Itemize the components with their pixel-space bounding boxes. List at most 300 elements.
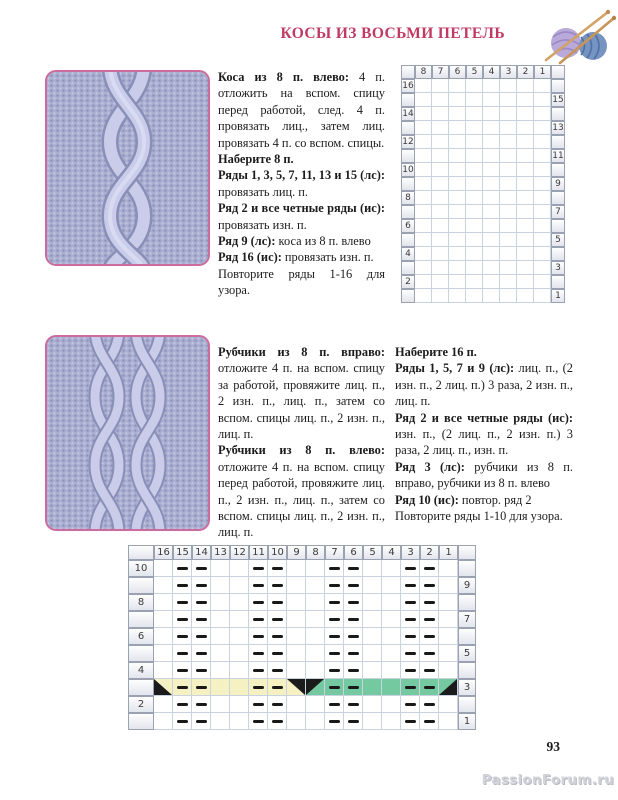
chart-cell bbox=[173, 696, 192, 713]
chart-cell bbox=[420, 560, 439, 577]
chart-cell bbox=[466, 149, 483, 163]
chart-cell bbox=[483, 121, 500, 135]
chart-cell bbox=[420, 611, 439, 628]
chart-cell bbox=[401, 713, 420, 730]
chart-cell bbox=[325, 560, 344, 577]
chart-cell bbox=[382, 577, 401, 594]
chart-cell bbox=[173, 611, 192, 628]
purl-dash-symbol bbox=[177, 635, 188, 638]
run-in-heading: Наберите 16 п. bbox=[395, 345, 477, 359]
instruction-paragraph bbox=[395, 360, 573, 409]
chart-row-col-label: 3 bbox=[500, 65, 517, 79]
purl-dash-symbol bbox=[405, 567, 416, 570]
chart-cell bbox=[534, 163, 551, 177]
chart-cell bbox=[534, 93, 551, 107]
chart-cell bbox=[249, 628, 268, 645]
chart-cell bbox=[306, 713, 325, 730]
chart-cell bbox=[439, 560, 458, 577]
chart-cell bbox=[154, 713, 173, 730]
chart-row-col-label: 3 bbox=[458, 679, 476, 696]
purl-dash-symbol bbox=[348, 652, 359, 655]
purl-dash-symbol bbox=[177, 652, 188, 655]
chart-cell bbox=[211, 713, 230, 730]
chart-cell bbox=[287, 594, 306, 611]
chart-row-col-label: 11 bbox=[249, 545, 268, 560]
chart-row-col-label: 2 bbox=[517, 65, 534, 79]
instruction-paragraph bbox=[218, 167, 385, 200]
purl-dash-symbol bbox=[405, 584, 416, 587]
chart-cell bbox=[306, 594, 325, 611]
chart-cell bbox=[249, 577, 268, 594]
purl-dash-symbol bbox=[424, 567, 435, 570]
run-in-heading: Ряды 1, 5, 7 и 9 (лс): bbox=[395, 361, 515, 376]
chart-cell bbox=[287, 645, 306, 662]
chart-cell bbox=[432, 233, 449, 247]
page-title: КОСЫ ИЗ ВОСЬМИ ПЕТЕЛЬ bbox=[280, 25, 505, 42]
instruction-text: провязать лиц. п. bbox=[218, 184, 309, 199]
chart-cell bbox=[500, 79, 517, 93]
chart-cell bbox=[449, 191, 466, 205]
chart-cell bbox=[401, 560, 420, 577]
instructions-rib-cable-defs bbox=[218, 344, 385, 541]
chart-cell bbox=[344, 696, 363, 713]
chart-cell bbox=[230, 577, 249, 594]
chart-cell bbox=[287, 560, 306, 577]
chart-cell bbox=[344, 713, 363, 730]
chart-cell bbox=[420, 577, 439, 594]
chart-cell bbox=[268, 696, 287, 713]
chart-cell bbox=[466, 289, 483, 303]
purl-dash-symbol bbox=[253, 703, 264, 706]
chart-cell bbox=[449, 79, 466, 93]
photo-cable-swatch-middle bbox=[45, 335, 210, 531]
chart-cell bbox=[268, 713, 287, 730]
instruction-paragraph bbox=[218, 151, 385, 167]
purl-dash-symbol bbox=[272, 567, 283, 570]
instruction-text: коса из 8 п. влево bbox=[275, 234, 371, 249]
purl-dash-symbol bbox=[405, 686, 416, 689]
chart-cell bbox=[230, 679, 249, 696]
chart-cell bbox=[483, 289, 500, 303]
chart-label-box bbox=[458, 594, 476, 611]
chart-cell bbox=[500, 219, 517, 233]
chart-row-col-label: 6 bbox=[401, 219, 415, 233]
chart-cell bbox=[192, 628, 211, 645]
purl-dash-symbol bbox=[424, 652, 435, 655]
purl-dash-symbol bbox=[253, 618, 264, 621]
purl-dash-symbol bbox=[196, 669, 207, 672]
chart-row-col-label: 2 bbox=[420, 545, 439, 560]
chart-cell bbox=[432, 275, 449, 289]
purl-dash-symbol bbox=[272, 703, 283, 706]
chart-row-col-label: 6 bbox=[449, 65, 466, 79]
chart-label-box bbox=[551, 65, 565, 79]
chart-cell bbox=[449, 261, 466, 275]
chart-cell bbox=[517, 275, 534, 289]
run-in-heading: Рубчики из 8 п. вправо: bbox=[218, 345, 385, 359]
purl-dash-symbol bbox=[196, 567, 207, 570]
purl-dash-symbol bbox=[424, 669, 435, 672]
chart-label-box bbox=[458, 545, 476, 560]
chart-cell bbox=[325, 594, 344, 611]
purl-dash-symbol bbox=[272, 584, 283, 587]
purl-dash-symbol bbox=[329, 686, 340, 689]
chart-cell bbox=[154, 679, 173, 696]
chart-cell bbox=[192, 645, 211, 662]
chart-cell bbox=[306, 628, 325, 645]
chart-cell bbox=[449, 93, 466, 107]
chart-cell bbox=[363, 577, 382, 594]
instruction-paragraph bbox=[395, 508, 573, 524]
instruction-text: лиц. п., (2 изн. п., 2 лиц. п.) 3 раза, 2 изн. п., лиц. п. bbox=[395, 361, 573, 409]
purl-dash-symbol bbox=[329, 584, 340, 587]
chart-row-col-label: 8 bbox=[415, 65, 432, 79]
chart-cell bbox=[449, 149, 466, 163]
chart-cell bbox=[483, 233, 500, 247]
chart-cell bbox=[432, 121, 449, 135]
chart-row-col-label: 15 bbox=[552, 95, 564, 105]
chart-row-col-label: 1 bbox=[534, 65, 551, 79]
chart-cell bbox=[363, 611, 382, 628]
chart-cell bbox=[211, 662, 230, 679]
chart-row-col-label: 7 bbox=[432, 65, 449, 79]
chart-label-box bbox=[458, 628, 476, 645]
purl-dash-symbol bbox=[424, 584, 435, 587]
instruction-paragraph bbox=[218, 344, 385, 442]
chart-row-col-label: 5 bbox=[551, 233, 565, 247]
chart-cell bbox=[344, 645, 363, 662]
chart-cell bbox=[268, 611, 287, 628]
chart-row-col-label: 1 bbox=[551, 289, 565, 303]
chart-cell bbox=[420, 696, 439, 713]
purl-dash-symbol bbox=[329, 635, 340, 638]
chart-cell bbox=[449, 247, 466, 261]
purl-dash-symbol bbox=[177, 703, 188, 706]
chart-cell bbox=[363, 628, 382, 645]
chart-cell bbox=[534, 121, 551, 135]
chart-cell bbox=[344, 560, 363, 577]
chart-cell bbox=[382, 645, 401, 662]
chart-label-box bbox=[551, 79, 565, 93]
chart-cell bbox=[211, 560, 230, 577]
chart-cell bbox=[483, 79, 500, 93]
chart-cell bbox=[154, 628, 173, 645]
chart-cell bbox=[534, 289, 551, 303]
purl-dash-symbol bbox=[253, 652, 264, 655]
chart-cell bbox=[415, 135, 432, 149]
purl-dash-symbol bbox=[196, 618, 207, 621]
chart-cell bbox=[192, 696, 211, 713]
run-in-heading: Рубчики из 8 п. влево: bbox=[218, 443, 385, 458]
instruction-paragraph bbox=[218, 200, 385, 233]
chart-cell bbox=[363, 713, 382, 730]
chart-cell bbox=[500, 261, 517, 275]
chart-cell bbox=[466, 191, 483, 205]
chart-cell bbox=[500, 275, 517, 289]
chart-cell bbox=[534, 247, 551, 261]
chart-cell bbox=[249, 662, 268, 679]
chart-row-col-label: 4 bbox=[483, 65, 500, 79]
chart-cell bbox=[249, 611, 268, 628]
purl-dash-symbol bbox=[253, 567, 264, 570]
chart-cell bbox=[439, 645, 458, 662]
chart-cell bbox=[154, 611, 173, 628]
chart-cell bbox=[432, 205, 449, 219]
chart-cell bbox=[439, 696, 458, 713]
cable-triangle-symbol bbox=[306, 679, 324, 695]
cable-triangle-symbol bbox=[154, 679, 172, 695]
chart-cell bbox=[500, 233, 517, 247]
chart-cell bbox=[534, 135, 551, 149]
chart-cell bbox=[154, 662, 173, 679]
purl-dash-symbol bbox=[177, 618, 188, 621]
purl-dash-symbol bbox=[329, 720, 340, 723]
chart-row-col-label: 11 bbox=[552, 151, 564, 161]
chart-cell bbox=[325, 696, 344, 713]
chart-row-col-label: 10 bbox=[268, 545, 287, 560]
chart-cell bbox=[534, 107, 551, 121]
purl-dash-symbol bbox=[405, 635, 416, 638]
purl-dash-symbol bbox=[253, 584, 264, 587]
instruction-text: отложите 4 п. на вспом. спицу за работой, провяжите лиц. п., 2 изн. п., лиц. п., затем со вспом. спицы лиц. п., 2 изн. п., лиц. п. bbox=[218, 361, 385, 442]
chart-row-col-label: 14 bbox=[192, 545, 211, 560]
chart-cell bbox=[154, 577, 173, 594]
purl-dash-symbol bbox=[177, 686, 188, 689]
chart-label-box bbox=[458, 560, 476, 577]
chart-cell bbox=[382, 713, 401, 730]
chart-cell bbox=[287, 662, 306, 679]
chart-cell bbox=[192, 577, 211, 594]
purl-dash-symbol bbox=[405, 652, 416, 655]
chart-cell bbox=[268, 577, 287, 594]
chart-label-box bbox=[128, 713, 154, 730]
chart-cell bbox=[325, 611, 344, 628]
chart-cell bbox=[306, 662, 325, 679]
chart-cell bbox=[432, 93, 449, 107]
chart-cell bbox=[534, 275, 551, 289]
instruction-paragraph bbox=[218, 69, 385, 151]
chart-label-box bbox=[401, 121, 415, 135]
page-number: 93 bbox=[546, 739, 560, 754]
run-in-heading: Ряд 2 и все четные ряды (ис): bbox=[395, 410, 573, 425]
chart-cell bbox=[325, 713, 344, 730]
purl-dash-symbol bbox=[272, 618, 283, 621]
purl-dash-symbol bbox=[329, 669, 340, 672]
chart-cell bbox=[415, 275, 432, 289]
chart-cell bbox=[173, 645, 192, 662]
chart-cell bbox=[420, 645, 439, 662]
run-in-heading: Ряды 1, 3, 5, 7, 11, 13 и 15 (лс): bbox=[218, 168, 385, 183]
chart-label-box bbox=[128, 611, 154, 628]
chart-row-col-label: 9 bbox=[458, 577, 476, 594]
chart-row-col-label: 10 bbox=[402, 165, 414, 175]
chart-cell bbox=[268, 594, 287, 611]
purl-dash-symbol bbox=[424, 601, 435, 604]
chart-cell bbox=[211, 696, 230, 713]
chart-cell bbox=[415, 205, 432, 219]
run-in-heading: Ряд 9 (лс): bbox=[218, 234, 276, 249]
chart-cell bbox=[439, 594, 458, 611]
chart-cell bbox=[230, 713, 249, 730]
chart-cell bbox=[449, 121, 466, 135]
chart-label-box bbox=[551, 275, 565, 289]
chart-cell bbox=[382, 560, 401, 577]
purl-dash-symbol bbox=[272, 652, 283, 655]
chart-label-box bbox=[401, 261, 415, 275]
purl-dash-symbol bbox=[424, 686, 435, 689]
purl-dash-symbol bbox=[272, 686, 283, 689]
chart-cell bbox=[449, 107, 466, 121]
instruction-text: Повторите ряды 1-10 для узора. bbox=[395, 509, 563, 524]
purl-dash-symbol bbox=[424, 720, 435, 723]
chart-cell bbox=[363, 696, 382, 713]
yarn-balls-and-needles-icon bbox=[536, 6, 616, 66]
chart-cell bbox=[382, 628, 401, 645]
chart-label-box bbox=[551, 247, 565, 261]
chart-cell bbox=[483, 177, 500, 191]
chart-cell bbox=[517, 219, 534, 233]
purl-dash-symbol bbox=[348, 635, 359, 638]
chart-cell bbox=[483, 149, 500, 163]
chart-cell bbox=[432, 261, 449, 275]
instructions-cable-8 bbox=[218, 69, 385, 299]
chart-cell bbox=[401, 594, 420, 611]
purl-dash-symbol bbox=[405, 720, 416, 723]
instruction-paragraph bbox=[218, 249, 385, 265]
purl-dash-symbol bbox=[253, 686, 264, 689]
chart-cell bbox=[483, 275, 500, 289]
run-in-heading: Ряд 2 и все четные ряды (ис): bbox=[218, 201, 385, 216]
chart-row-col-label: 13 bbox=[552, 123, 564, 133]
purl-dash-symbol bbox=[405, 669, 416, 672]
chart-row-col-label: 4 bbox=[401, 247, 415, 261]
chart-row-col-label: 6 bbox=[344, 545, 363, 560]
chart-label-box bbox=[401, 93, 415, 107]
chart-cell bbox=[306, 577, 325, 594]
purl-dash-symbol bbox=[196, 584, 207, 587]
chart-cell bbox=[401, 577, 420, 594]
chart-cell bbox=[432, 149, 449, 163]
chart-label-box bbox=[401, 65, 415, 79]
chart-row-col-label: 9 bbox=[551, 177, 565, 191]
chart-cell bbox=[439, 577, 458, 594]
chart-cell bbox=[230, 560, 249, 577]
chart-cell bbox=[500, 135, 517, 149]
instruction-paragraph bbox=[218, 442, 385, 540]
chart-cell bbox=[192, 560, 211, 577]
chart-cell bbox=[500, 149, 517, 163]
chart-row-col-label: 7 bbox=[551, 205, 565, 219]
chart-cell bbox=[449, 219, 466, 233]
chart-cell bbox=[483, 219, 500, 233]
instruction-text: Повторите ряды 1-16 для узора. bbox=[218, 266, 385, 298]
instruction-text: изн. п., (2 лиц. п., 2 изн. п.) 3 раза, 2 лиц. п., изн. п. bbox=[395, 427, 573, 458]
chart-cell bbox=[173, 662, 192, 679]
chart-cell bbox=[287, 679, 306, 696]
chart-cell bbox=[415, 261, 432, 275]
chart-row-col-label: 5 bbox=[466, 65, 483, 79]
chart-cell bbox=[517, 177, 534, 191]
chart-cell bbox=[211, 577, 230, 594]
chart-cell bbox=[287, 577, 306, 594]
chart-cell bbox=[432, 107, 449, 121]
chart-cell bbox=[192, 662, 211, 679]
chart-row-col-label: 12 bbox=[230, 545, 249, 560]
chart-cell bbox=[363, 645, 382, 662]
purl-dash-symbol bbox=[348, 686, 359, 689]
instruction-text: отложите 4 п. на вспом. спицу перед работой, провяжите лиц. п., 2 изн. п., лиц. п., затем со вспом. спицы лиц. п., 2 изн. п., лиц. п. bbox=[218, 459, 385, 540]
chart-cell bbox=[230, 611, 249, 628]
chart-row-col-label: 16 bbox=[154, 545, 173, 560]
instruction-text: повтор. ряд 2 bbox=[458, 492, 532, 507]
chart-cell bbox=[466, 205, 483, 219]
chart-cell bbox=[466, 233, 483, 247]
chart-cell bbox=[500, 289, 517, 303]
chart-cell bbox=[287, 628, 306, 645]
chart-cell bbox=[534, 261, 551, 275]
chart-cell bbox=[466, 93, 483, 107]
chart-row-col-label: 8 bbox=[128, 594, 154, 611]
chart-row-col-label: 7 bbox=[325, 545, 344, 560]
chart-cell bbox=[211, 611, 230, 628]
chart-cell bbox=[439, 679, 458, 696]
chart-cell bbox=[268, 662, 287, 679]
chart-cell bbox=[306, 679, 325, 696]
chart-cell bbox=[483, 163, 500, 177]
purl-dash-symbol bbox=[177, 601, 188, 604]
chart-cell bbox=[154, 696, 173, 713]
chart-cell bbox=[154, 594, 173, 611]
chart-cell bbox=[483, 247, 500, 261]
chart-cell bbox=[287, 713, 306, 730]
chart-row-col-label: 4 bbox=[128, 662, 154, 679]
chart-cell bbox=[173, 577, 192, 594]
chart-cell bbox=[432, 135, 449, 149]
chart-label-box bbox=[551, 191, 565, 205]
chart-cell bbox=[420, 713, 439, 730]
chart-cell bbox=[249, 560, 268, 577]
chart-cell bbox=[534, 219, 551, 233]
instruction-paragraph bbox=[395, 459, 573, 492]
chart-cell bbox=[517, 149, 534, 163]
chart-cell bbox=[325, 628, 344, 645]
chart-cell bbox=[449, 135, 466, 149]
knitting-chart-rib-cable-16 bbox=[128, 545, 476, 730]
chart-cell bbox=[173, 560, 192, 577]
purl-dash-symbol bbox=[196, 686, 207, 689]
purl-dash-symbol bbox=[329, 652, 340, 655]
chart-cell bbox=[415, 219, 432, 233]
chart-label-box bbox=[551, 163, 565, 177]
purl-dash-symbol bbox=[253, 635, 264, 638]
chart-cell bbox=[449, 233, 466, 247]
chart-cell bbox=[517, 163, 534, 177]
chart-label-box bbox=[551, 219, 565, 233]
chart-cell bbox=[517, 135, 534, 149]
chart-row-col-label: 1 bbox=[458, 713, 476, 730]
chart-cell bbox=[401, 628, 420, 645]
chart-cell bbox=[466, 247, 483, 261]
chart-cell bbox=[517, 121, 534, 135]
chart-cell bbox=[401, 662, 420, 679]
chart-cell bbox=[173, 594, 192, 611]
chart-cell bbox=[401, 679, 420, 696]
chart-cell bbox=[466, 177, 483, 191]
purl-dash-symbol bbox=[196, 635, 207, 638]
chart-cell bbox=[432, 191, 449, 205]
purl-dash-symbol bbox=[348, 720, 359, 723]
chart-cell bbox=[534, 79, 551, 93]
